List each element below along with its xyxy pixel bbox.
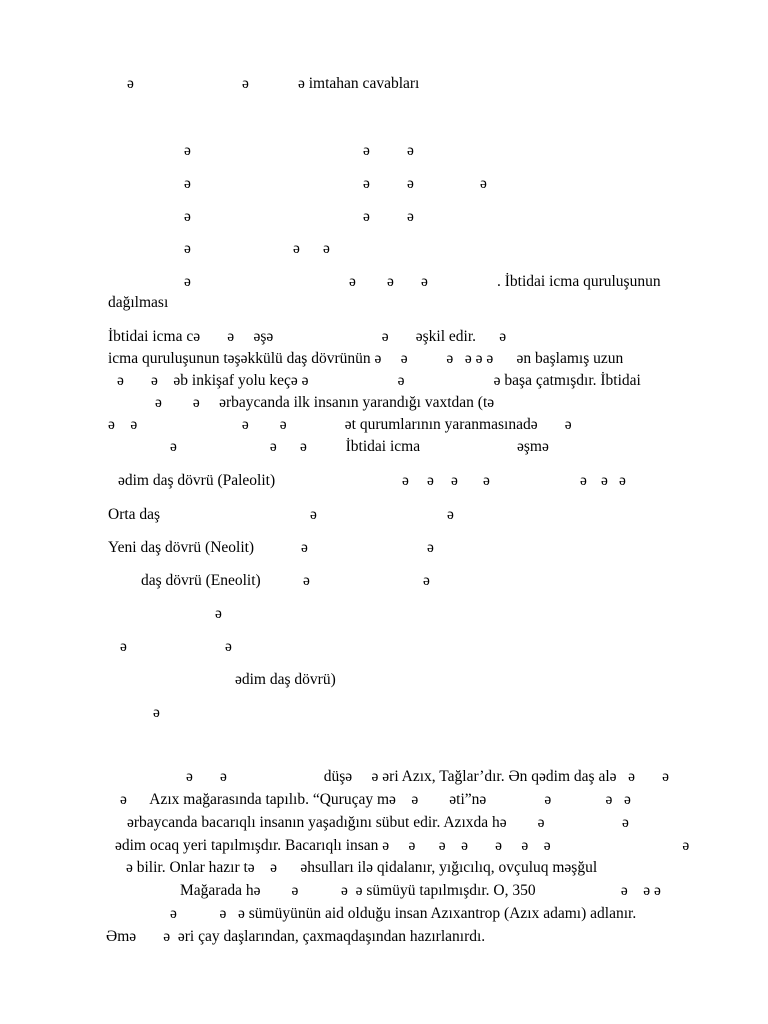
period-mark: ə bbox=[451, 472, 458, 489]
toc-fragment: ə bbox=[363, 142, 370, 159]
toc-fragment: ə bbox=[184, 273, 191, 290]
period-mark: ə bbox=[301, 539, 308, 556]
period-mark: ə bbox=[580, 472, 587, 489]
toc-fragment: ə bbox=[407, 208, 414, 225]
paragraph-line: ə ə düşə ə əri Azıx, Tağlar’dır. Ən qədim daş alə ə ə bbox=[186, 768, 670, 785]
title-fragment: ə bbox=[242, 75, 249, 92]
text-fragment: ə bbox=[153, 704, 160, 721]
toc-fragment: ə bbox=[184, 240, 191, 257]
period-mark: ə bbox=[427, 472, 434, 489]
paragraph-line: ə ə əb inkişaf yolu keçə ə ə ə başa çatmışdır. İbtidai bbox=[117, 372, 641, 389]
period-mark: ə bbox=[423, 572, 430, 589]
paragraph-line: ə Azıx mağarasında tapılıb. “Quruçay mə ə əti”nə ə ə ə bbox=[120, 791, 631, 808]
toc-fragment: ə bbox=[363, 175, 370, 192]
period-mark: ə bbox=[619, 472, 626, 489]
paragraph-line: Əmə ə əri çay daşlarından, çaxmaqdaşından hazırlanırdı. bbox=[106, 928, 486, 945]
period-mark: ə bbox=[402, 472, 409, 489]
period-mark: ə bbox=[601, 472, 608, 489]
text-fragment: ə bbox=[225, 638, 232, 655]
toc-fragment: ə bbox=[184, 142, 191, 159]
document-title: ə imtahan cavabları bbox=[298, 75, 420, 92]
toc-fragment: ə bbox=[293, 240, 300, 257]
period-mark: ə bbox=[483, 472, 490, 489]
toc-fragment: ə bbox=[407, 175, 414, 192]
paragraph-line: ərbaycanda bacarıqlı insanın yaşadığını sübut edir. Azıxda hə ə ə bbox=[127, 814, 629, 831]
paragraph-line: ə bilir. Onlar hazır tə ə əhsulları ilə qidalanır, yığıcılıq, ovçuluq məşğul bbox=[126, 859, 598, 876]
toc-fragment: ə bbox=[407, 142, 414, 159]
paragraph-line: ə ə ərbaycanda ilk insanın yarandığı vaxtdan (tə bbox=[155, 394, 495, 411]
paragraph-line: ə ə ə ə ət qurumlarının yaranmasınadə ə bbox=[108, 416, 572, 433]
toc-fragment: ə bbox=[363, 208, 370, 225]
period-label: Orta daş bbox=[108, 506, 161, 523]
period-mark: ə bbox=[310, 506, 317, 523]
toc-fragment: ə bbox=[480, 175, 487, 192]
title-fragment: ə bbox=[127, 75, 134, 92]
paragraph-line: İbtidai icma cə ə əşə ə əşkil edir. ə bbox=[108, 328, 507, 345]
text-fragment: ə bbox=[215, 605, 222, 622]
toc-fragment: ə bbox=[349, 273, 356, 290]
period-label: ədim daş dövrü (Paleolit) bbox=[118, 472, 276, 489]
period-label: Yeni daş dövrü (Neolit) bbox=[108, 539, 255, 556]
toc-fragment: ə bbox=[387, 273, 394, 290]
paragraph-line: ə ə ə İbtidai icma əşmə bbox=[170, 438, 549, 455]
period-mark: ə bbox=[303, 572, 310, 589]
section-subheading: ədim daş dövrü) bbox=[235, 671, 336, 688]
text-fragment: ə bbox=[120, 638, 127, 655]
paragraph-line: Mağarada hə ə ə ə sümüyü tapılmışdır. O, 350 ə ə ə bbox=[180, 882, 661, 899]
period-label: daş dövrü (Eneolit) bbox=[141, 572, 261, 589]
paragraph-line: ə ə ə sümüyünün aid olduğu insan Azıxantrop (Azıx adamı) adlanır. bbox=[170, 905, 637, 922]
toc-item-text: . İbtidai icma quruluşunun bbox=[497, 273, 661, 290]
period-mark: ə bbox=[447, 506, 454, 523]
toc-fragment: ə bbox=[184, 208, 191, 225]
toc-fragment: ə bbox=[323, 240, 330, 257]
toc-item-text: dağılması bbox=[108, 294, 169, 311]
toc-fragment: ə bbox=[184, 175, 191, 192]
paragraph-line: ədim ocaq yeri tapılmışdır. Bacarıqlı insan ə ə ə ə ə ə ə ə bbox=[115, 837, 690, 854]
toc-fragment: ə bbox=[421, 273, 428, 290]
period-mark: ə bbox=[427, 539, 434, 556]
paragraph-line: icma quruluşunun təşəkkülü daş dövrünün ə ə ə ə ə ə ən başlamış uzun bbox=[108, 350, 624, 367]
